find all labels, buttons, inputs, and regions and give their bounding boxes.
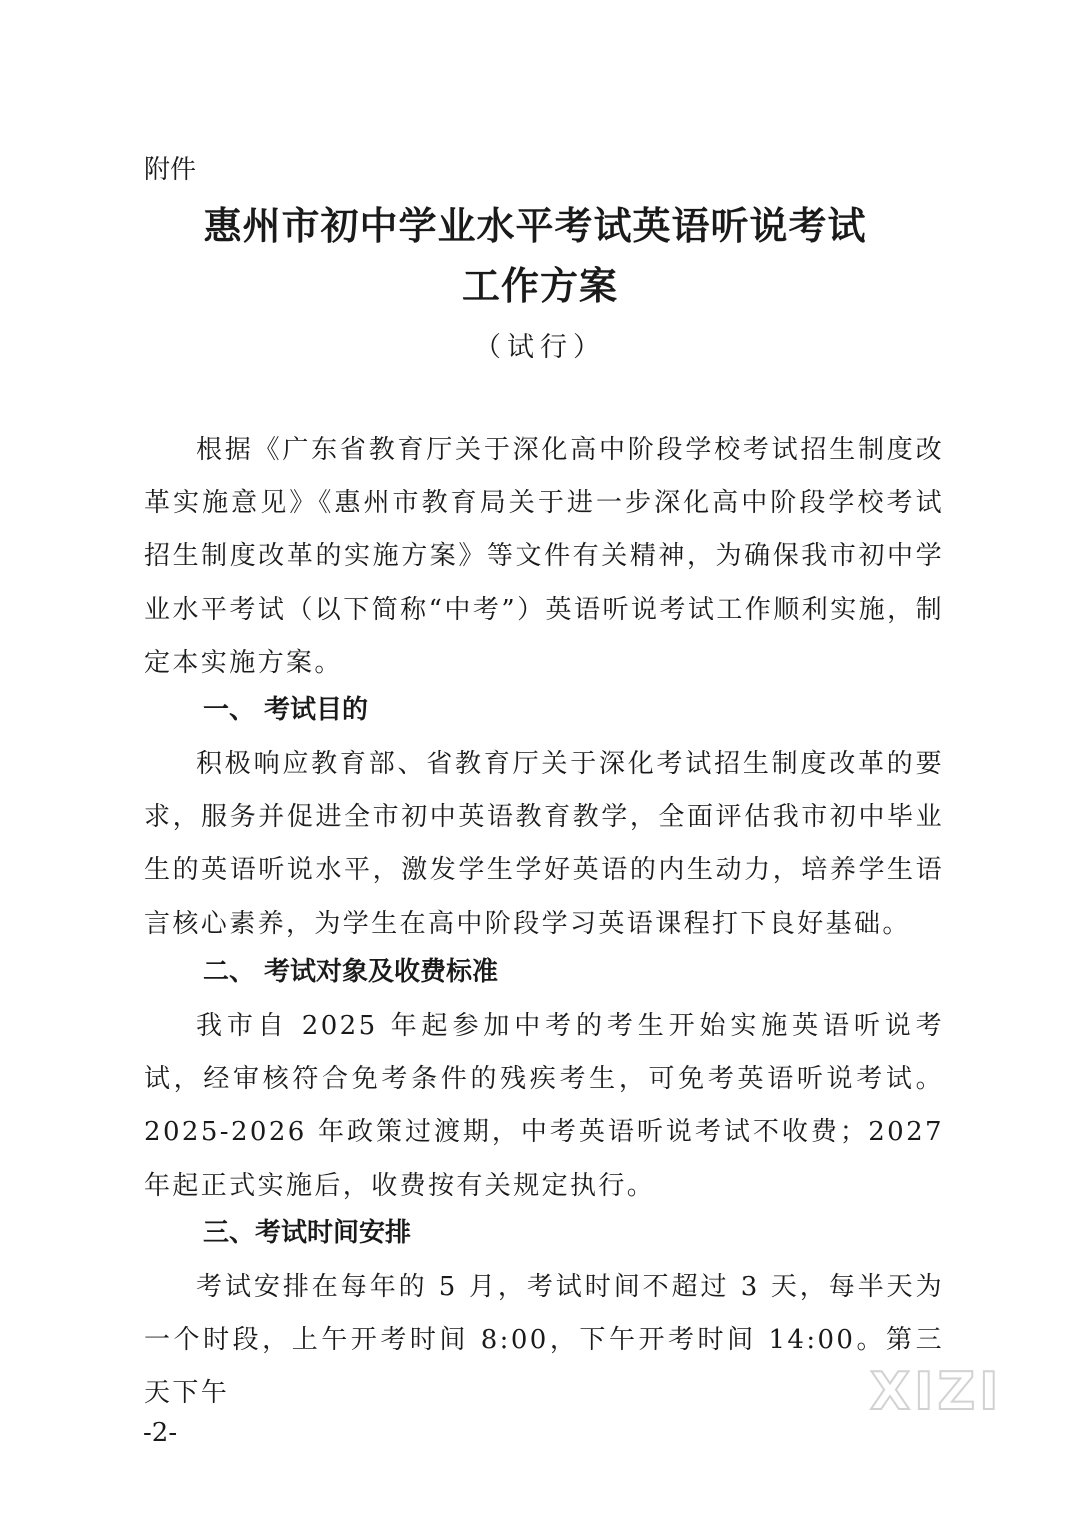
document-title-line1: 惠州市初中学业水平考试英语听说考试 xyxy=(203,203,867,248)
attachment-label: 附件 xyxy=(144,155,197,185)
section-heading-purpose: 一、 考试目的 xyxy=(203,695,369,725)
section-heading-schedule: 三、考试时间安排 xyxy=(203,1218,412,1248)
section-body-purpose: 积极响应教育部、省教育厅关于深化考试招生制度改革的要求，服务并促进全市初中英语教育教学，全面评估我市初中毕业生的英语听说水平，激发学生学好英语的内生动力，培养学生语言核心素养，为学生在高中阶段学习英语课程打下良好基础。 xyxy=(144,749,944,939)
section-heading-candidates-fees: 二、 考试对象及收费标准 xyxy=(203,957,499,987)
document-subtitle: （试行） xyxy=(474,332,606,363)
intro-paragraph: 根据《广东省教育厅关于深化高中阶段学校考试招生制度改革实施意见》《惠州市教育局关于进一步深化高中阶段学校考试招生制度改革的实施方案》等文件有关精神，为确保我市初中学业水平考试（以下简称“中考”）英语听说考试工作顺利实施，制定本实施方案。 xyxy=(144,435,944,678)
page-number: -2- xyxy=(143,1418,178,1448)
watermark-logo: XIZI xyxy=(870,1362,1003,1422)
section-body-schedule: 考试安排在每年的 5 月，考试时间不超过 3 天，每半天为一个时段，上午开考时间 8:00，下午开考时间 14:00。第三天下午 xyxy=(144,1272,944,1409)
section-body-candidates-fees: 我市自 2025 年起参加中考的考生开始实施英语听说考试，经审核符合免考条件的残疾考生，可免考英语听说考试。2025-2026 年政策过渡期，中考英语听说考试不收费；2027 年起正式实施后，收费按有关规定执行。 xyxy=(144,1011,944,1201)
document-title-line2: 工作方案 xyxy=(461,263,618,308)
